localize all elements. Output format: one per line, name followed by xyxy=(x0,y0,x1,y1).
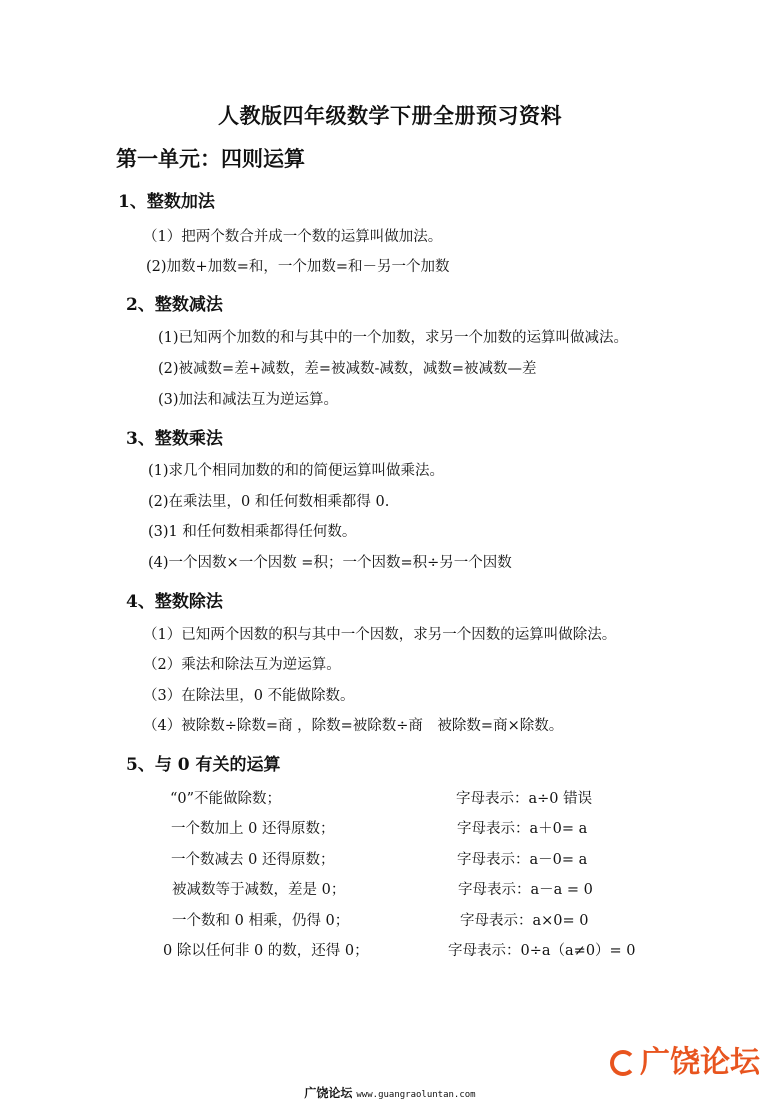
zero-rule-text: 被减数等于减数，差是 0； xyxy=(172,882,346,898)
logo-g-icon xyxy=(610,1050,636,1076)
unit-heading: 第一单元：四则运算 xyxy=(116,146,305,171)
section-item: (2)被减数=差+减数，差=被减数-减数，减数=被减数—差 xyxy=(158,361,537,377)
zero-rule-formula: 字母表示：a÷0 错误 xyxy=(456,791,593,807)
site-logo xyxy=(610,1037,760,1081)
section-item: (3)加法和减法互为逆运算。 xyxy=(158,392,339,408)
zero-rule-formula: 字母表示：a－0= a xyxy=(457,852,588,868)
zero-rule-text: “0”不能做除数； xyxy=(170,791,282,807)
section-item: (2)在乘法里，0 和任何数相乘都得 0. xyxy=(148,494,390,510)
document-title: 人教版四年级数学下册全册预习资料 xyxy=(218,103,562,128)
zero-rule-formula: 字母表示：a×0= 0 xyxy=(460,913,589,929)
zero-rule-text: 一个数和 0 相乘，仍得 0； xyxy=(172,913,350,929)
page-footer xyxy=(0,1084,780,1101)
section-item: (1)求几个相同加数的和的简便运算叫做乘法。 xyxy=(148,463,445,479)
section-item: （1）已知两个因数的积与其中一个因数，求另一个因数的运算叫做除法。 xyxy=(143,627,617,643)
section-item: （2）乘法和除法互为逆运算。 xyxy=(143,657,341,673)
section-item: (4)一个因数×一个因数 =积；一个因数=积÷另一个因数 xyxy=(148,555,512,571)
section-item: (2)加数+加数=和，一个加数=和－另一个加数 xyxy=(146,259,450,275)
section-heading: 3、整数乘法 xyxy=(126,429,223,449)
section-heading: 2、整数减法 xyxy=(126,295,223,315)
zero-rule-text: 0 除以任何非 0 的数，还得 0； xyxy=(163,943,369,959)
section-item: （3）在除法里，0 不能做除数。 xyxy=(143,688,355,704)
logo-text: 广饶论坛 xyxy=(640,1045,760,1080)
zero-rule-formula: 字母表示：a＋0= a xyxy=(457,821,588,837)
zero-rule-text: 一个数加上 0 还得原数； xyxy=(171,821,335,837)
section-item: （4）被除数÷除数=商 ，除数=被除数÷商 被除数=商×除数。 xyxy=(143,718,564,734)
section-item: (3)1 和任何数相乘都得任何数。 xyxy=(148,524,357,540)
footer-site-name: 广饶论坛 xyxy=(304,1086,353,1100)
section-heading: 5、与 0 有关的运算 xyxy=(126,755,281,775)
zero-rule-text: 一个数减去 0 还得原数； xyxy=(171,852,335,868)
zero-rule-formula: 字母表示：0÷a（a≠0）= 0 xyxy=(448,943,636,959)
zero-rule-formula: 字母表示：a－a = 0 xyxy=(458,882,593,898)
section-item: （1）把两个数合并成一个数的运算叫做加法。 xyxy=(143,229,443,245)
section-heading: 4、整数除法 xyxy=(126,592,223,612)
section-item: (1)已知两个加数的和与其中的一个加数，求另一个加数的运算叫做减法。 xyxy=(158,330,629,346)
footer-url[interactable]: www.guangraoluntan.com xyxy=(356,1090,476,1100)
section-heading: 1、整数加法 xyxy=(118,192,215,212)
